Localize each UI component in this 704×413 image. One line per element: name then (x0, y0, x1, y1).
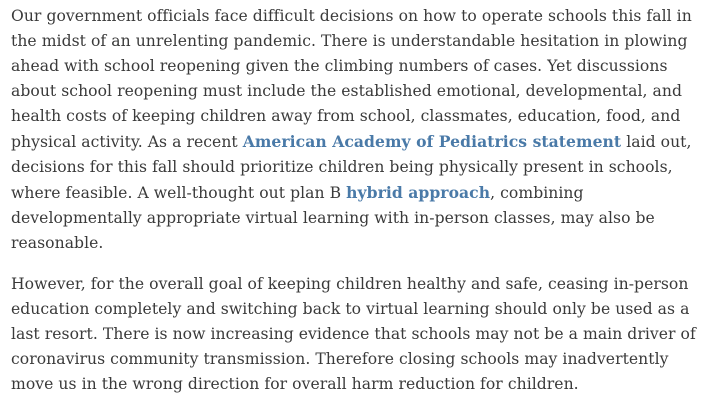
paragraph-school-reopening (11, 4, 697, 256)
article-body (11, 4, 697, 413)
paragraph-text: laid out, decisions for this fall should prioritize children being physically present in schools, where feasible. A well-thought out plan B (11, 133, 692, 202)
paragraph-text: , combining developmentally appropriate virtual learning with in-person classes, may also be reasonable. (11, 184, 655, 252)
paragraph-text: Our government officials face difficult decisions on how to operate schools this fall in the midst of an unrelenting pandemic. There is understandable hesitation in plowing ahead with school reopening given the climbing numbers of cases. Yet discussions about school reopening must include the established emotional, developmental, and health costs of keeping children away from school, classmates, education, food, and physical activity. As a recent (11, 7, 692, 151)
hybrid-approach-link[interactable]: hybrid approach (346, 183, 491, 202)
paragraph-last-resort: However, for the overall goal of keeping children healthy and safe, ceasing in-person education completely and switching back to virtual learning should only be used as a last resort. There is now increasing evidence that schools may not be a main driver of coronavirus community transmission. Therefore closing schools may inadvertently move us in the wrong direction for overall harm reduction for children. (11, 275, 696, 393)
aap-statement-link[interactable]: American Academy of Pediatrics statement (242, 132, 622, 151)
